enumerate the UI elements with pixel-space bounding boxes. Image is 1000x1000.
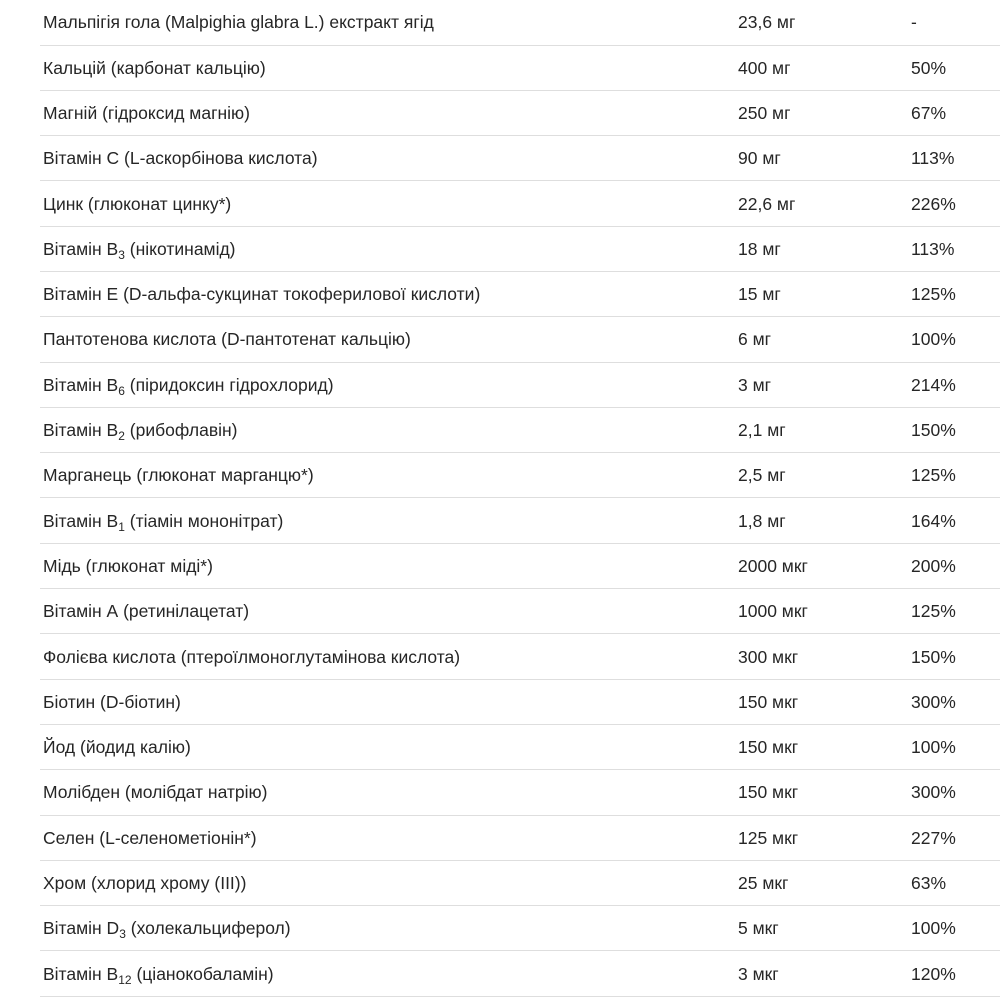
- nutrient-table-container: [40, 0, 1000, 997]
- daily-value-percent-cell: 226%: [911, 193, 956, 214]
- ingredient-name: Марганець (глюконат марганцю*): [43, 465, 314, 486]
- ingredient-form: (піридоксин гідрохлорид): [124, 374, 334, 395]
- table-row: [40, 136, 1000, 181]
- ingredient-form: (ціанокобаламін): [131, 963, 274, 984]
- table-row: [40, 906, 1000, 951]
- ingredient-name: Селен (L-селенометіонін*): [43, 827, 257, 848]
- amount-cell: 400 мг: [738, 57, 791, 78]
- ingredient-name: Вітамін С (L-аскорбінова кислота): [43, 148, 318, 169]
- table-row: [40, 724, 1000, 769]
- table-row: [40, 90, 1000, 135]
- ingredient-form: (холекальциферол): [125, 918, 291, 939]
- daily-value-percent-cell: 150%: [911, 420, 956, 441]
- amount-cell: 3 мг: [738, 374, 772, 395]
- ingredient-name-cell: [40, 860, 738, 905]
- daily-value-percent-cell: 120%: [911, 963, 956, 984]
- ingredient-name-cell: [40, 136, 738, 181]
- ingredient-name-cell: [40, 634, 738, 679]
- amount-cell: 18 мг: [738, 238, 781, 259]
- ingredient-name-cell: [40, 90, 738, 135]
- table-row: [40, 181, 1000, 226]
- ingredient-name-cell: [40, 407, 738, 452]
- table-row: [40, 453, 1000, 498]
- daily-value-percent-cell: 63%: [911, 872, 947, 893]
- ingredient-name-cell: [40, 770, 738, 815]
- nutrient-table: [40, 0, 1000, 997]
- table-row: [40, 407, 1000, 452]
- ingredient-name: Цинк (глюконат цинку*): [43, 193, 232, 214]
- vitamin-subscript: 12: [118, 972, 132, 987]
- daily-value-percent-cell: 300%: [911, 691, 956, 712]
- ingredient-name-cell: [40, 543, 738, 588]
- amount-cell: 2,1 мг: [738, 420, 786, 441]
- amount-cell: 6 мг: [738, 329, 772, 350]
- amount-cell: 90 мг: [738, 148, 781, 169]
- vitamin-subscript: 6: [118, 383, 125, 398]
- ingredient-name: Мідь (глюконат міді*): [43, 555, 213, 576]
- amount-cell: 1,8 мг: [738, 510, 786, 531]
- ingredient-name: Хром (хлорид хрому (III)): [43, 872, 247, 893]
- ingredient-name-cell: [40, 724, 738, 769]
- nutrient-table-body: [40, 0, 1000, 996]
- vitamin-subscript: 3: [118, 247, 125, 262]
- ingredient-name: Молібден (молібдат натрію): [43, 782, 268, 803]
- ingredient-name-cell: [40, 906, 738, 951]
- table-row: [40, 679, 1000, 724]
- daily-value-percent-cell: -: [911, 12, 917, 33]
- table-row: [40, 634, 1000, 679]
- daily-value-percent-cell: 214%: [911, 374, 956, 395]
- ingredient-form: (тіамін мононітрат): [124, 510, 284, 531]
- ingredient-name: Фолієва кислота (птероїлмоноглутамінова кислота): [43, 646, 461, 667]
- table-row: [40, 543, 1000, 588]
- daily-value-percent-cell: 300%: [911, 782, 956, 803]
- amount-cell: 2000 мкг: [738, 555, 808, 576]
- amount-cell: 1000 мкг: [738, 601, 808, 622]
- vitamin-subscript: 1: [118, 519, 125, 534]
- amount-cell: 250 мг: [738, 102, 791, 123]
- ingredient-name: Біотин (D-біотин): [43, 691, 181, 712]
- ingredient-name-cell: [40, 679, 738, 724]
- amount-cell: 150 мкг: [738, 782, 799, 803]
- amount-cell: 25 мкг: [738, 872, 789, 893]
- ingredient-name-cell: [40, 815, 738, 860]
- ingredient-name-cell: [40, 271, 738, 316]
- amount-cell: 23,6 мг: [738, 12, 796, 33]
- amount-cell: 150 мкг: [738, 737, 799, 758]
- daily-value-percent-cell: 113%: [911, 148, 955, 169]
- table-row: [40, 951, 1000, 996]
- ingredient-name: Вітамін D: [43, 918, 120, 939]
- ingredient-name: Вітамін B: [43, 420, 119, 441]
- ingredient-name: Пантотенова кислота (D-пантотенат кальцію): [43, 329, 411, 350]
- ingredient-name-cell: [40, 498, 738, 543]
- daily-value-percent-cell: 164%: [911, 510, 956, 531]
- amount-cell: 300 мкг: [738, 646, 799, 667]
- amount-cell: 3 мкг: [738, 963, 779, 984]
- ingredient-name-cell: [40, 453, 738, 498]
- ingredient-name-cell: [40, 589, 738, 634]
- ingredient-name-cell: [40, 181, 738, 226]
- daily-value-percent-cell: 125%: [911, 601, 956, 622]
- ingredient-name: Вітамін B: [43, 963, 119, 984]
- daily-value-percent-cell: 50%: [911, 57, 947, 78]
- ingredient-name-cell: [40, 951, 738, 996]
- amount-cell: 5 мкг: [738, 918, 779, 939]
- table-row: [40, 271, 1000, 316]
- ingredient-name: Магній (гідроксид магнію): [43, 102, 250, 123]
- table-row: [40, 226, 1000, 271]
- ingredient-form: (рибофлавін): [124, 420, 238, 441]
- daily-value-percent-cell: 100%: [911, 918, 956, 939]
- ingredient-name: Вітамін B: [43, 510, 119, 531]
- ingredient-name-cell: [40, 226, 738, 271]
- daily-value-percent-cell: 100%: [911, 737, 956, 758]
- daily-value-percent-cell: 150%: [911, 646, 956, 667]
- table-row: [40, 860, 1000, 905]
- table-row: [40, 317, 1000, 362]
- table-row: [40, 45, 1000, 90]
- table-row: [40, 589, 1000, 634]
- ingredient-form: (нікотинамід): [124, 238, 236, 259]
- ingredient-name: Вітамін А (ретинілацетат): [43, 601, 250, 622]
- ingredient-name: Кальцій (карбонат кальцію): [43, 57, 266, 78]
- ingredient-name: Мальпігія гола (Malpighia glabra L.) екстракт ягід: [43, 12, 434, 33]
- ingredient-name: Вітамін Е (D-альфа-сукцинат токоферилової кислоти): [43, 284, 481, 305]
- daily-value-percent-cell: 100%: [911, 329, 956, 350]
- table-row: [40, 0, 1000, 45]
- ingredient-name-cell: [40, 362, 738, 407]
- table-row: [40, 770, 1000, 815]
- daily-value-percent-cell: 200%: [911, 555, 956, 576]
- ingredient-name-cell: [40, 317, 738, 362]
- table-row: [40, 362, 1000, 407]
- daily-value-percent-cell: 125%: [911, 465, 956, 486]
- daily-value-percent-cell: 67%: [911, 102, 947, 123]
- daily-value-percent-cell: 227%: [911, 827, 956, 848]
- daily-value-percent-cell: 113%: [911, 238, 955, 259]
- table-row: [40, 815, 1000, 860]
- amount-cell: 125 мкг: [738, 827, 799, 848]
- vitamin-subscript: 2: [118, 429, 125, 444]
- ingredient-name-cell: [40, 0, 738, 45]
- amount-cell: 22,6 мг: [738, 193, 796, 214]
- amount-cell: 2,5 мг: [738, 465, 786, 486]
- daily-value-percent-cell: 125%: [911, 284, 956, 305]
- table-row: [40, 498, 1000, 543]
- amount-cell: 150 мкг: [738, 691, 799, 712]
- ingredient-name: Вітамін B: [43, 374, 119, 395]
- vitamin-subscript: 3: [119, 927, 126, 942]
- ingredient-name: Йод (йодид калію): [43, 737, 191, 758]
- amount-cell: 15 мг: [738, 284, 781, 305]
- ingredient-name-cell: [40, 45, 738, 90]
- ingredient-name: Вітамін B: [43, 238, 119, 259]
